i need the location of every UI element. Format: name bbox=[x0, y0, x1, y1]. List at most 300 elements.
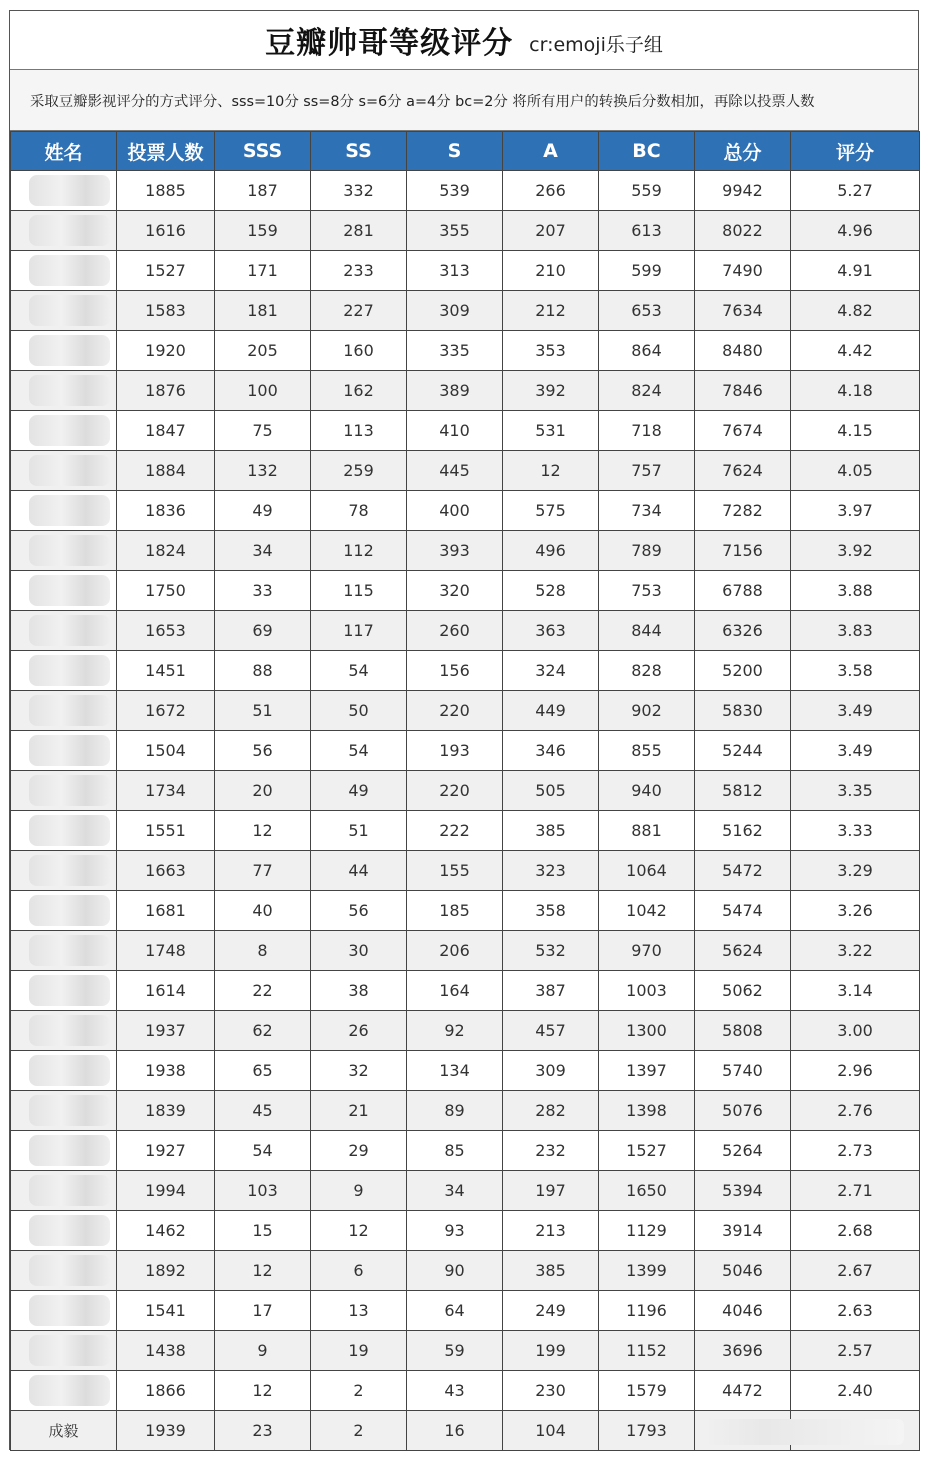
bc-cell: 734 bbox=[599, 491, 695, 531]
sss-cell: 62 bbox=[215, 1011, 311, 1051]
s-cell: 185 bbox=[407, 891, 503, 931]
total-cell: 7490 bbox=[695, 251, 791, 291]
votes-cell: 1847 bbox=[117, 411, 215, 451]
ss-cell: 51 bbox=[311, 811, 407, 851]
sss-cell: 65 bbox=[215, 1051, 311, 1091]
a-cell: 449 bbox=[503, 691, 599, 731]
s-cell: 320 bbox=[407, 571, 503, 611]
score-cell: 3.33 bbox=[791, 811, 920, 851]
total-cell: 7634 bbox=[695, 291, 791, 331]
watermark-overlay bbox=[704, 1419, 904, 1445]
score-cell: 3.83 bbox=[791, 611, 920, 651]
blurred-name bbox=[29, 255, 110, 286]
sss-cell: 100 bbox=[215, 371, 311, 411]
sss-cell: 33 bbox=[215, 571, 311, 611]
bc-cell: 559 bbox=[599, 171, 695, 211]
s-cell: 34 bbox=[407, 1171, 503, 1211]
a-cell: 528 bbox=[503, 571, 599, 611]
bc-cell: 1064 bbox=[599, 851, 695, 891]
bc-cell: 844 bbox=[599, 611, 695, 651]
sss-cell: 23 bbox=[215, 1411, 311, 1451]
name-cell bbox=[11, 571, 117, 611]
s-cell: 355 bbox=[407, 211, 503, 251]
a-cell: 199 bbox=[503, 1331, 599, 1371]
ss-cell: 30 bbox=[311, 931, 407, 971]
votes-cell: 1938 bbox=[117, 1051, 215, 1091]
sss-cell: 20 bbox=[215, 771, 311, 811]
blurred-name bbox=[29, 1255, 110, 1286]
blurred-name bbox=[29, 775, 110, 806]
bc-cell: 902 bbox=[599, 691, 695, 731]
name-cell bbox=[11, 971, 117, 1011]
blurred-name bbox=[29, 1015, 110, 1046]
blurred-name bbox=[29, 495, 110, 526]
s-cell: 393 bbox=[407, 531, 503, 571]
page-title: 豆瓣帅哥等级评分 bbox=[265, 26, 514, 61]
total-cell: 5394 bbox=[695, 1171, 791, 1211]
blurred-name bbox=[29, 1215, 110, 1246]
name-cell bbox=[11, 1411, 117, 1451]
blurred-name bbox=[29, 895, 110, 926]
s-cell: 313 bbox=[407, 251, 503, 291]
table-row bbox=[11, 171, 920, 211]
blurred-name bbox=[29, 335, 110, 366]
ss-cell: 332 bbox=[311, 171, 407, 211]
column-header-votes: 投票人数 bbox=[117, 132, 215, 171]
s-cell: 539 bbox=[407, 171, 503, 211]
s-cell: 90 bbox=[407, 1251, 503, 1291]
ss-cell: 56 bbox=[311, 891, 407, 931]
sss-cell: 181 bbox=[215, 291, 311, 331]
s-cell: 64 bbox=[407, 1291, 503, 1331]
score-cell: 4.18 bbox=[791, 371, 920, 411]
sss-cell: 187 bbox=[215, 171, 311, 211]
votes-cell: 1839 bbox=[117, 1091, 215, 1131]
ss-cell: 6 bbox=[311, 1251, 407, 1291]
score-cell: 2.71 bbox=[791, 1171, 920, 1211]
total-cell: 5740 bbox=[695, 1051, 791, 1091]
column-header-score: 评分 bbox=[791, 132, 920, 171]
a-cell: 505 bbox=[503, 771, 599, 811]
table-row bbox=[11, 691, 920, 731]
ss-cell: 112 bbox=[311, 531, 407, 571]
total-cell: 7624 bbox=[695, 451, 791, 491]
sss-cell: 88 bbox=[215, 651, 311, 691]
votes-cell: 1927 bbox=[117, 1131, 215, 1171]
bc-cell: 824 bbox=[599, 371, 695, 411]
ss-cell: 113 bbox=[311, 411, 407, 451]
sss-cell: 205 bbox=[215, 331, 311, 371]
table-row bbox=[11, 571, 920, 611]
a-cell: 210 bbox=[503, 251, 599, 291]
total-cell: 4472 bbox=[695, 1371, 791, 1411]
ss-cell: 2 bbox=[311, 1371, 407, 1411]
s-cell: 206 bbox=[407, 931, 503, 971]
votes-cell: 1824 bbox=[117, 531, 215, 571]
ss-cell: 160 bbox=[311, 331, 407, 371]
blurred-name bbox=[29, 1375, 110, 1406]
bc-cell: 613 bbox=[599, 211, 695, 251]
ss-cell: 13 bbox=[311, 1291, 407, 1331]
blurred-name bbox=[29, 1135, 110, 1166]
a-cell: 207 bbox=[503, 211, 599, 251]
votes-cell: 1614 bbox=[117, 971, 215, 1011]
a-cell: 346 bbox=[503, 731, 599, 771]
votes-cell: 1672 bbox=[117, 691, 215, 731]
votes-cell: 1681 bbox=[117, 891, 215, 931]
a-cell: 532 bbox=[503, 931, 599, 971]
credit-label: cr:emoji乐子组 bbox=[529, 33, 663, 56]
column-header-bc: BC bbox=[599, 132, 695, 171]
table-row bbox=[11, 1091, 920, 1131]
ss-cell: 50 bbox=[311, 691, 407, 731]
sss-cell: 9 bbox=[215, 1331, 311, 1371]
name-cell bbox=[11, 371, 117, 411]
total-cell: 5624 bbox=[695, 931, 791, 971]
score-cell: 3.49 bbox=[791, 691, 920, 731]
s-cell: 155 bbox=[407, 851, 503, 891]
s-cell: 260 bbox=[407, 611, 503, 651]
ss-cell: 9 bbox=[311, 1171, 407, 1211]
sss-cell: 54 bbox=[215, 1131, 311, 1171]
score-cell: 3.88 bbox=[791, 571, 920, 611]
bc-cell: 599 bbox=[599, 251, 695, 291]
column-header-sss: SSS bbox=[215, 132, 311, 171]
blurred-name bbox=[29, 535, 110, 566]
score-cell: 3.92 bbox=[791, 531, 920, 571]
bc-cell: 757 bbox=[599, 451, 695, 491]
a-cell: 392 bbox=[503, 371, 599, 411]
name-cell bbox=[11, 1011, 117, 1051]
total-cell: 6788 bbox=[695, 571, 791, 611]
total-cell: 5162 bbox=[695, 811, 791, 851]
bc-cell: 1300 bbox=[599, 1011, 695, 1051]
sss-cell: 171 bbox=[215, 251, 311, 291]
s-cell: 59 bbox=[407, 1331, 503, 1371]
name-cell bbox=[11, 251, 117, 291]
blurred-name bbox=[29, 1055, 110, 1086]
table-row bbox=[11, 1251, 920, 1291]
s-cell: 92 bbox=[407, 1011, 503, 1051]
name-cell bbox=[11, 531, 117, 571]
s-cell: 134 bbox=[407, 1051, 503, 1091]
s-cell: 85 bbox=[407, 1131, 503, 1171]
s-cell: 89 bbox=[407, 1091, 503, 1131]
table-row bbox=[11, 371, 920, 411]
ss-cell: 29 bbox=[311, 1131, 407, 1171]
total-cell: 4046 bbox=[695, 1291, 791, 1331]
sss-cell: 103 bbox=[215, 1171, 311, 1211]
blurred-name bbox=[29, 935, 110, 966]
score-cell: 4.42 bbox=[791, 331, 920, 371]
ss-cell: 44 bbox=[311, 851, 407, 891]
a-cell: 385 bbox=[503, 1251, 599, 1291]
total-cell: 6326 bbox=[695, 611, 791, 651]
bc-cell: 1399 bbox=[599, 1251, 695, 1291]
a-cell: 575 bbox=[503, 491, 599, 531]
total-cell: 7156 bbox=[695, 531, 791, 571]
s-cell: 164 bbox=[407, 971, 503, 1011]
votes-cell: 1616 bbox=[117, 211, 215, 251]
table-row bbox=[11, 1171, 920, 1211]
a-cell: 323 bbox=[503, 851, 599, 891]
bc-cell: 1527 bbox=[599, 1131, 695, 1171]
blurred-name bbox=[29, 1095, 110, 1126]
a-cell: 353 bbox=[503, 331, 599, 371]
votes-cell: 1451 bbox=[117, 651, 215, 691]
table-row bbox=[11, 491, 920, 531]
sss-cell: 15 bbox=[215, 1211, 311, 1251]
blurred-name bbox=[29, 655, 110, 686]
bc-cell: 1579 bbox=[599, 1371, 695, 1411]
name-cell bbox=[11, 1251, 117, 1291]
votes-cell: 1541 bbox=[117, 1291, 215, 1331]
ss-cell: 233 bbox=[311, 251, 407, 291]
s-cell: 16 bbox=[407, 1411, 503, 1451]
table-row bbox=[11, 771, 920, 811]
votes-cell: 1876 bbox=[117, 371, 215, 411]
blurred-name bbox=[29, 175, 110, 206]
votes-cell: 1438 bbox=[117, 1331, 215, 1371]
table-row bbox=[11, 331, 920, 371]
s-cell: 222 bbox=[407, 811, 503, 851]
name-cell bbox=[11, 731, 117, 771]
sss-cell: 56 bbox=[215, 731, 311, 771]
votes-cell: 1527 bbox=[117, 251, 215, 291]
s-cell: 220 bbox=[407, 691, 503, 731]
total-cell: 5474 bbox=[695, 891, 791, 931]
bc-cell: 753 bbox=[599, 571, 695, 611]
score-cell: 4.82 bbox=[791, 291, 920, 331]
total-cell: 3696 bbox=[695, 1331, 791, 1371]
ss-cell: 19 bbox=[311, 1331, 407, 1371]
name-cell bbox=[11, 1371, 117, 1411]
blurred-name bbox=[29, 375, 110, 406]
a-cell: 249 bbox=[503, 1291, 599, 1331]
votes-cell: 1750 bbox=[117, 571, 215, 611]
table-row bbox=[11, 731, 920, 771]
table-body bbox=[11, 171, 920, 1451]
name-cell bbox=[11, 1171, 117, 1211]
sss-cell: 8 bbox=[215, 931, 311, 971]
votes-cell: 1939 bbox=[117, 1411, 215, 1451]
ss-cell: 12 bbox=[311, 1211, 407, 1251]
score-cell: 2.57 bbox=[791, 1331, 920, 1371]
votes-cell: 1937 bbox=[117, 1011, 215, 1051]
score-cell: 3.35 bbox=[791, 771, 920, 811]
table-row bbox=[11, 291, 920, 331]
total-cell: 5812 bbox=[695, 771, 791, 811]
score-cell: 2.96 bbox=[791, 1051, 920, 1091]
sss-cell: 45 bbox=[215, 1091, 311, 1131]
bc-cell: 1152 bbox=[599, 1331, 695, 1371]
name-cell bbox=[11, 851, 117, 891]
a-cell: 232 bbox=[503, 1131, 599, 1171]
sss-cell: 12 bbox=[215, 1371, 311, 1411]
bc-cell: 1042 bbox=[599, 891, 695, 931]
bc-cell: 970 bbox=[599, 931, 695, 971]
sss-cell: 77 bbox=[215, 851, 311, 891]
table-row bbox=[11, 931, 920, 971]
bc-cell: 1398 bbox=[599, 1091, 695, 1131]
votes-cell: 1551 bbox=[117, 811, 215, 851]
table-row bbox=[11, 651, 920, 691]
name-text: 成毅 bbox=[48, 1422, 79, 1440]
a-cell: 12 bbox=[503, 451, 599, 491]
description-text: 采取豆瓣影视评分的方式评分、sss=10分 ss=8分 s=6分 a=4分 bc=2分 将所有用户的转换后分数相加，再除以投票人数 bbox=[30, 93, 815, 110]
votes-cell: 1836 bbox=[117, 491, 215, 531]
name-cell bbox=[11, 691, 117, 731]
blurred-name bbox=[29, 975, 110, 1006]
table-row bbox=[11, 1331, 920, 1371]
blurred-name bbox=[29, 735, 110, 766]
score-cell: 2.73 bbox=[791, 1131, 920, 1171]
ss-cell: 78 bbox=[311, 491, 407, 531]
blurred-name bbox=[29, 695, 110, 726]
ss-cell: 49 bbox=[311, 771, 407, 811]
bc-cell: 1129 bbox=[599, 1211, 695, 1251]
ss-cell: 26 bbox=[311, 1011, 407, 1051]
column-header-a: A bbox=[503, 132, 599, 171]
table-row bbox=[11, 1051, 920, 1091]
votes-cell: 1734 bbox=[117, 771, 215, 811]
total-cell: 7282 bbox=[695, 491, 791, 531]
votes-cell: 1885 bbox=[117, 171, 215, 211]
total-cell: 8022 bbox=[695, 211, 791, 251]
blurred-name bbox=[29, 1335, 110, 1366]
bc-cell: 1196 bbox=[599, 1291, 695, 1331]
votes-cell: 1663 bbox=[117, 851, 215, 891]
votes-cell: 1653 bbox=[117, 611, 215, 651]
a-cell: 230 bbox=[503, 1371, 599, 1411]
bc-cell: 855 bbox=[599, 731, 695, 771]
score-cell: 3.58 bbox=[791, 651, 920, 691]
score-cell: 2.68 bbox=[791, 1211, 920, 1251]
score-cell: 3.49 bbox=[791, 731, 920, 771]
ss-cell: 117 bbox=[311, 611, 407, 651]
table-row bbox=[11, 1371, 920, 1411]
name-cell bbox=[11, 811, 117, 851]
votes-cell: 1504 bbox=[117, 731, 215, 771]
title-bar bbox=[10, 11, 918, 70]
a-cell: 385 bbox=[503, 811, 599, 851]
a-cell: 358 bbox=[503, 891, 599, 931]
table-row bbox=[11, 891, 920, 931]
sss-cell: 132 bbox=[215, 451, 311, 491]
score-cell: 3.26 bbox=[791, 891, 920, 931]
score-cell: 3.29 bbox=[791, 851, 920, 891]
score-cell: 3.00 bbox=[791, 1011, 920, 1051]
sss-cell: 75 bbox=[215, 411, 311, 451]
s-cell: 410 bbox=[407, 411, 503, 451]
table-row bbox=[11, 1211, 920, 1251]
name-cell bbox=[11, 291, 117, 331]
s-cell: 193 bbox=[407, 731, 503, 771]
name-cell bbox=[11, 211, 117, 251]
table-row bbox=[11, 1131, 920, 1171]
a-cell: 309 bbox=[503, 1051, 599, 1091]
sss-cell: 34 bbox=[215, 531, 311, 571]
ss-cell: 21 bbox=[311, 1091, 407, 1131]
ss-cell: 54 bbox=[311, 731, 407, 771]
ss-cell: 281 bbox=[311, 211, 407, 251]
votes-cell: 1583 bbox=[117, 291, 215, 331]
total-cell: 5062 bbox=[695, 971, 791, 1011]
sss-cell: 69 bbox=[215, 611, 311, 651]
header-row bbox=[11, 132, 920, 171]
s-cell: 43 bbox=[407, 1371, 503, 1411]
table-row bbox=[11, 971, 920, 1011]
s-cell: 445 bbox=[407, 451, 503, 491]
s-cell: 93 bbox=[407, 1211, 503, 1251]
score-cell: 3.14 bbox=[791, 971, 920, 1011]
name-cell bbox=[11, 331, 117, 371]
blurred-name bbox=[29, 1175, 110, 1206]
score-cell: 4.96 bbox=[791, 211, 920, 251]
blurred-name bbox=[29, 295, 110, 326]
table-row bbox=[11, 1011, 920, 1051]
votes-cell: 1462 bbox=[117, 1211, 215, 1251]
table-row bbox=[11, 251, 920, 291]
ss-cell: 259 bbox=[311, 451, 407, 491]
description-bar bbox=[10, 70, 918, 131]
a-cell: 213 bbox=[503, 1211, 599, 1251]
ss-cell: 2 bbox=[311, 1411, 407, 1451]
ss-cell: 227 bbox=[311, 291, 407, 331]
bc-cell: 1003 bbox=[599, 971, 695, 1011]
a-cell: 212 bbox=[503, 291, 599, 331]
column-header-total: 总分 bbox=[695, 132, 791, 171]
blurred-name bbox=[29, 1295, 110, 1326]
name-cell bbox=[11, 771, 117, 811]
sss-cell: 12 bbox=[215, 811, 311, 851]
sss-cell: 22 bbox=[215, 971, 311, 1011]
sss-cell: 159 bbox=[215, 211, 311, 251]
a-cell: 531 bbox=[503, 411, 599, 451]
total-cell: 3914 bbox=[695, 1211, 791, 1251]
name-cell bbox=[11, 1051, 117, 1091]
ss-cell: 32 bbox=[311, 1051, 407, 1091]
total-cell: 7674 bbox=[695, 411, 791, 451]
name-cell bbox=[11, 1091, 117, 1131]
score-cell: 4.05 bbox=[791, 451, 920, 491]
name-cell bbox=[11, 411, 117, 451]
name-cell bbox=[11, 171, 117, 211]
name-cell bbox=[11, 651, 117, 691]
total-cell: 9942 bbox=[695, 171, 791, 211]
blurred-name bbox=[29, 575, 110, 606]
ss-cell: 38 bbox=[311, 971, 407, 1011]
score-cell: 3.22 bbox=[791, 931, 920, 971]
blurred-name bbox=[29, 815, 110, 846]
a-cell: 282 bbox=[503, 1091, 599, 1131]
column-header-name: 姓名 bbox=[11, 132, 117, 171]
score-cell: 4.91 bbox=[791, 251, 920, 291]
table-row bbox=[11, 611, 920, 651]
a-cell: 496 bbox=[503, 531, 599, 571]
bc-cell: 1397 bbox=[599, 1051, 695, 1091]
sss-cell: 49 bbox=[215, 491, 311, 531]
blurred-name bbox=[29, 855, 110, 886]
a-cell: 324 bbox=[503, 651, 599, 691]
s-cell: 335 bbox=[407, 331, 503, 371]
name-cell bbox=[11, 1291, 117, 1331]
votes-cell: 1748 bbox=[117, 931, 215, 971]
name-cell bbox=[11, 451, 117, 491]
bc-cell: 940 bbox=[599, 771, 695, 811]
a-cell: 197 bbox=[503, 1171, 599, 1211]
bc-cell: 1793 bbox=[599, 1411, 695, 1451]
